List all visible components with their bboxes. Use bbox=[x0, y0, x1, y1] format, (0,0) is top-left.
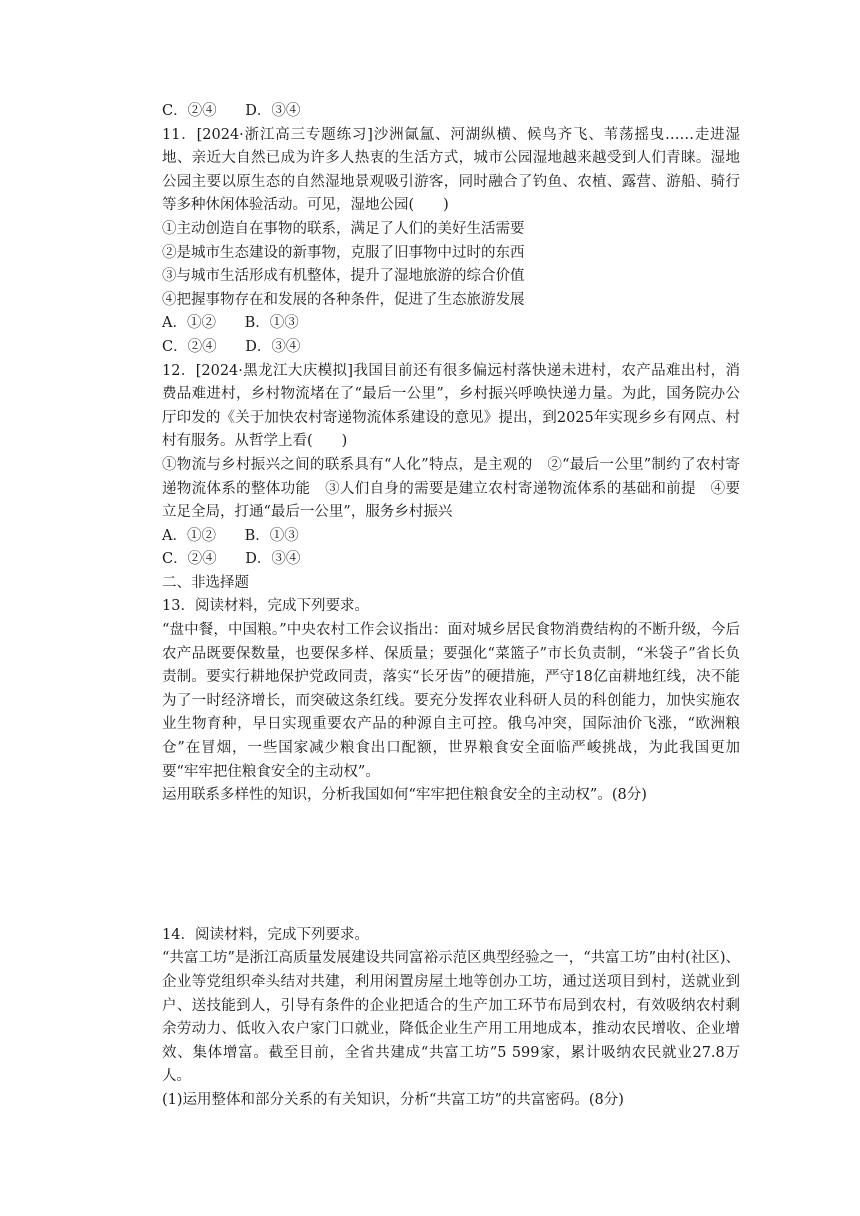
option-a: A．①② bbox=[162, 315, 216, 332]
q11-item-1: ①主动创造自在事物的联系，满足了人们的美好生活需要 bbox=[162, 220, 525, 237]
q11-stem: 11．[2024·浙江高三专题练习]沙洲氤氲、河湖纵横、候鸟齐飞、苇荡摇曳……走进湿地、亲近大自然已成为许多人热衷的生活方式，城市公园湿地越来越受到人们青睐。湿地公园主要以原生态的自然湿地景观吸引游客，同时融合了钓鱼、农植、露营、游船、骑行等多种休闲体验活动。可见，湿地公园( ) bbox=[162, 126, 740, 214]
question-14 bbox=[140, 924, 740, 1113]
q11-options-row2 bbox=[140, 336, 740, 360]
option-d: D．③④ bbox=[245, 338, 301, 355]
option-c: C．②④ bbox=[162, 338, 217, 355]
option-c: C．②④ bbox=[162, 103, 217, 119]
q11-item-4: ④把握事物存在和发展的各种条件，促进了生态旅游发展 bbox=[162, 291, 525, 308]
q13-material: “盘中餐，中国粮。”中央农村工作会议指出：面对城乡居民食物消费结构的不断升级，今后农产品既要保数量，也要保多样、保质量；要强化“菜篮子”市长负责制，“米袋子”省长负责制。要实行耕地保护党政同责，落实“长牙齿”的硬措施，严守18亿亩耕地红线，决不能为了一时经济增长，而突破这条红线。要充分发挥农业科研人员的科创能力，加快实施农业生物育种，早日实现重要农产品的种源自主可控。俄乌冲突，国际油价飞涨，“欧洲粮仓”在冒烟，一些国家减少粮食出口配额，世界粮食安全面临严峻挑战，为此我国更加要“牢牢把住粮食安全的主动权”。 bbox=[162, 622, 740, 780]
q11-item-3: ③与城市生活形成有机整体，提升了湿地旅游的综合价值 bbox=[162, 268, 525, 285]
q13-question: 运用联系多样性的知识，分析我国如何“牢牢把住粮食安全的主动权”。(8分) bbox=[162, 787, 647, 804]
option-d: D．③④ bbox=[245, 103, 301, 119]
option-c: C．②④ bbox=[162, 551, 217, 568]
question-12 bbox=[140, 360, 740, 572]
page-content bbox=[140, 100, 740, 1113]
section-heading: 二、非选择题 bbox=[162, 574, 249, 591]
q11-item-2: ②是城市生态建设的新事物，克服了旧事物中过时的东西 bbox=[162, 244, 525, 261]
q11-options-row1 bbox=[140, 312, 740, 336]
q14-question-1: (1)运用整体和部分关系的有关知识，分析“共富工坊”的共富密码。(8分) bbox=[162, 1091, 624, 1108]
q12-items: ①物流与乡村振兴之间的联系具有“人化”特点，是主观的 ②“最后一公里”制约了农村寄递物流体系的整体功能 ③人们自身的需要是建立农村寄递物流体系的基础和前提 ④要立足全局，打通“最后一公里”，服务乡村振兴 bbox=[162, 456, 740, 521]
question-11 bbox=[140, 124, 740, 360]
q13-title: 13．阅读材料，完成下列要求。 bbox=[162, 598, 369, 615]
q12-options-row2 bbox=[140, 548, 740, 572]
answer-space bbox=[140, 808, 740, 924]
q12-stem: 12．[2024·黑龙江大庆模拟]我国目前还有很多偏远村落快递未进村，农产品难出村，消费品难进村，乡村物流堵在了“最后一公里”，乡村振兴呼唤快递力量。为此，国务院办公厅印发的《关于加快农村寄递物流体系建设的意见》提出，到2025年实现乡乡有网点、村村有服务。从哲学上看( ) bbox=[162, 362, 740, 450]
option-a: A．①② bbox=[162, 527, 216, 544]
q10-options bbox=[140, 100, 740, 124]
q12-options-row1 bbox=[140, 525, 740, 549]
option-b: B．①③ bbox=[244, 315, 299, 332]
q14-title: 14．阅读材料，完成下列要求。 bbox=[162, 926, 369, 943]
option-b: B．①③ bbox=[244, 527, 299, 544]
q14-material: “共富工坊”是浙江高质量发展建设共同富裕示范区典型经验之一，“共富工坊”由村(社区)、企业等党组织牵头结对共建，利用闲置房屋土地等创办工坊，通过送项目到村，送就业到户、送技能到人，引导有条件的企业把适合的生产加工环节布局到农村，有效吸纳农村剩余劳动力、低收入农户家门口就业，降低企业生产用工用地成本，推动农民增收、企业增效、集体增富。截至目前，全省共建成“共富工坊”5 599家，累计吸纳农民就业27.8万人。 bbox=[162, 950, 740, 1085]
question-13 bbox=[140, 595, 740, 923]
option-d: D．③④ bbox=[245, 551, 301, 568]
